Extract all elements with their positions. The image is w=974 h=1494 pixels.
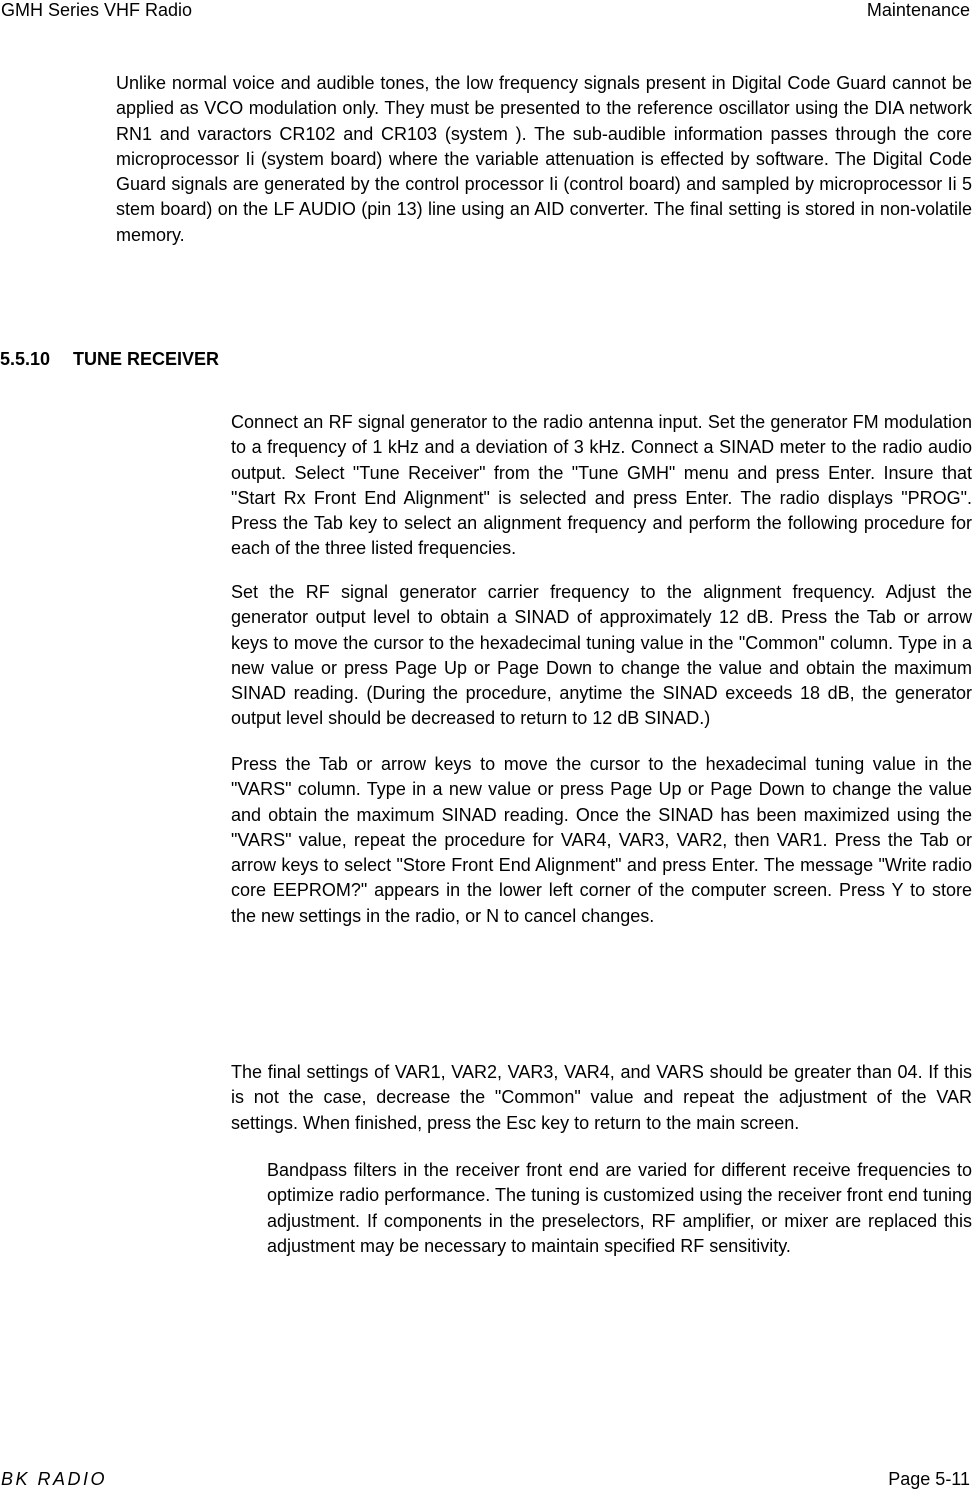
header-document-title: GMH Series VHF Radio (1, 0, 193, 20)
body-paragraph-connect-generator: Connect an RF signal generator to the radio antenna input. Set the generator FM modulation to a frequency of 1 kHz and a deviation of 3 kHz. Connect a SINAD meter to the radio audio output. Select "Tune Receiver" from the "Tune GMH" menu and press Enter. Insure that "Start Rx Front End Alignment" is selected and press Enter. The radio displays "PROG". Press the Tab key to select an alignment frequency and perform the following procedure for each of the three listed frequencies. (231, 412, 972, 559)
section-title: TUNE RECEIVER (73, 349, 220, 369)
section-number: 5.5.10 (0, 349, 51, 369)
running-footer (0, 1469, 974, 1491)
section-heading (0, 347, 219, 372)
body-paragraph-vars-column: Press the Tab or arrow keys to move the cursor to the hexadecimal tuning value in the "VARS" column. Type in a new value or press Page Up or Page Down to change the value and obtain the maximum SINAD reading. Once the SINAD has been maximized using the "VARS" value, repeat the procedure for VAR4, VAR3, VAR2, then VAR1. Press the Tab or arrow keys to select "Store Front End Alignment" and press Enter. The message "Write radio core EEPROM?" appears in the lower left corner of the computer screen. Press Y to store the new settings in the radio, or N to cancel changes. (231, 754, 972, 926)
footer-company: BK RADIO (1, 1469, 108, 1489)
intro-paragraph: Unlike normal voice and audible tones, the low frequency signals present in Digital Code Guard cannot be applied as VCO modulation only. They must be presented to the reference oscillator using the DIA network RN1 and varactors CR102 and CR103 (system ). The sub-audible information passes through the core microprocessor Ii (system board) where the variable attenuation is effected by software. The Digital Code Guard signals are generated by the control processor Ii (control board) and sampled by microprocessor Ii 5 stem board) on the LF AUDIO (pin 13) line using an AID converter. The final setting is stored in non-volatile memory. (116, 73, 972, 245)
body-paragraph-final-settings: The final settings of VAR1, VAR2, VAR3, VAR4, and VARS should be greater than 04. If this is not the case, decrease the "Common" value and repeat the adjustment of the VAR settings. When finished, press the Esc key to return to the main screen. (231, 1062, 972, 1133)
page-number: Page 5-11 (888, 1469, 970, 1489)
running-header (0, 0, 974, 22)
note-paragraph: Bandpass filters in the receiver front end are varied for different receive frequencies to optimize radio performance. The tuning is customized using the receiver front end tuning adjustment. If components in the preselectors, RF amplifier, or mixer are replaced this adjustment may be necessary to maintain specified RF sensitivity. (267, 1160, 972, 1256)
body-paragraph-common-column: Set the RF signal generator carrier frequency to the alignment frequency. Adjust the generator output level to obtain a SINAD of approximately 12 dB. Press the Tab or arrow keys to move the cursor to the hexadecimal tuning value in the "Common" column. Type in a new value or press Page Up or Page Down to change the value and obtain the maximum SINAD reading. (During the procedure, anytime the SINAD exceeds 18 dB, the generator output level should be decreased to return to 12 dB SINAD.) (231, 582, 972, 729)
header-chapter-title: Maintenance (866, 0, 970, 20)
